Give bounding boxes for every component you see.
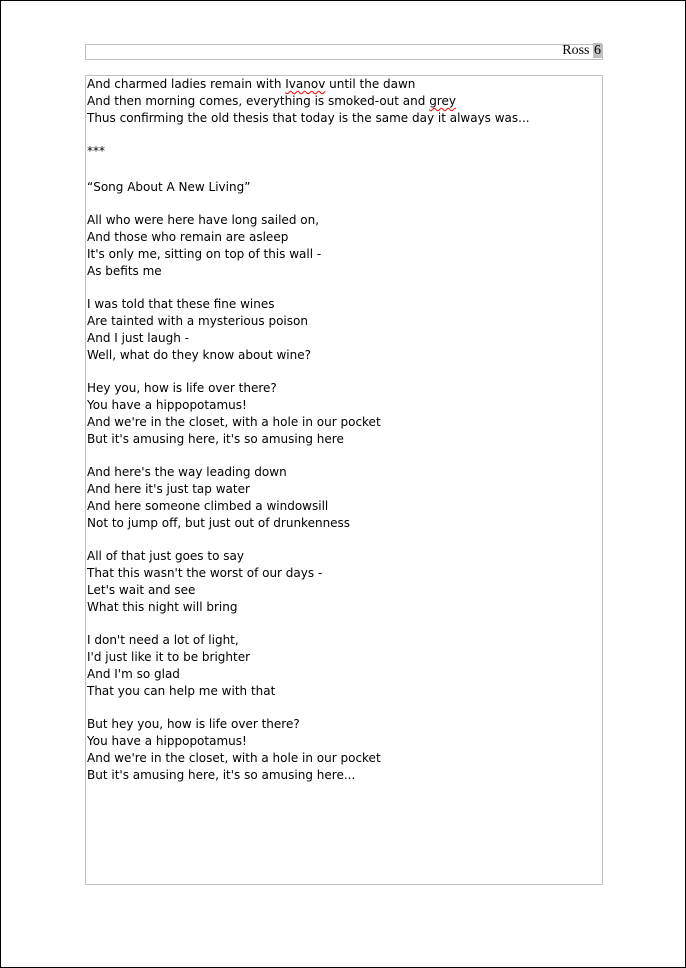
verse-line: Let's wait and see: [87, 583, 196, 597]
stanza: [87, 296, 599, 364]
paragraph: And then morning comes, everything is smoked-out and grey: [87, 94, 456, 108]
verse-line: Not to jump off, but just out of drunkenness: [87, 516, 351, 530]
verse-line: And I'm so glad: [87, 667, 180, 681]
stanza: [87, 548, 599, 616]
verse-line: You have a hippopotamus!: [87, 398, 247, 412]
paragraph: Thus confirming the old thesis that today is the same day it always was...: [87, 111, 530, 125]
paragraph: And charmed ladies remain with Ivanov until the dawn: [87, 77, 416, 91]
verse-line: And here it's just tap water: [87, 482, 250, 496]
verse-line: All who were here have long sailed on,: [87, 213, 320, 227]
verse-line: I was told that these fine wines: [87, 297, 275, 311]
page-body[interactable]: [85, 75, 603, 885]
verse-line: But hey you, how is life over there?: [87, 717, 300, 731]
verse-line: And here's the way leading down: [87, 465, 287, 479]
song-title: “Song About A New Living”: [87, 180, 251, 194]
text-area[interactable]: [87, 76, 599, 784]
verse-line: You have a hippopotamus!: [87, 734, 247, 748]
verse-line: I'd just like it to be brighter: [87, 650, 251, 664]
verse-line: That you can help me with that: [87, 684, 276, 698]
verse-line: Well, what do they know about wine?: [87, 348, 311, 362]
stanza: [87, 632, 599, 700]
header-text: [562, 43, 602, 59]
verse-line: And we're in the closet, with a hole in our pocket: [87, 415, 381, 429]
verse-line: Hey you, how is life over there?: [87, 381, 277, 395]
verse-line: And we're in the closet, with a hole in our pocket: [87, 751, 381, 765]
verse-line: As befits me: [87, 264, 162, 278]
verse-line: And here someone climbed a windowsill: [87, 499, 329, 513]
stanza: [87, 716, 599, 784]
verse-line: It's only me, sitting on top of this wall -: [87, 247, 322, 261]
verse-line: I don't need a lot of light,: [87, 633, 239, 647]
verse-line: And those who remain are asleep: [87, 230, 289, 244]
stanza: [87, 380, 599, 448]
verse-line: But it's amusing here, it's so amusing here...: [87, 768, 356, 782]
verse-line: And I just laugh -: [87, 331, 189, 345]
verse-line: What this night will bring: [87, 600, 238, 614]
page-number-field[interactable]: 6: [594, 43, 601, 58]
spellcheck-flagged-word[interactable]: Ivanov: [285, 77, 326, 91]
stanza: [87, 212, 599, 280]
verse-line: But it's amusing here, it's so amusing here: [87, 432, 344, 446]
verse-line: Are tainted with a mysterious poison: [87, 314, 308, 328]
verse-line: All of that just goes to say: [87, 549, 244, 563]
stanza: [87, 464, 599, 532]
page-header[interactable]: [85, 44, 603, 60]
spellcheck-flagged-word[interactable]: grey: [429, 94, 456, 108]
section-separator: ***: [87, 144, 105, 158]
header-author: Ross: [562, 43, 590, 58]
verse-line: That this wasn't the worst of our days -: [87, 566, 323, 580]
